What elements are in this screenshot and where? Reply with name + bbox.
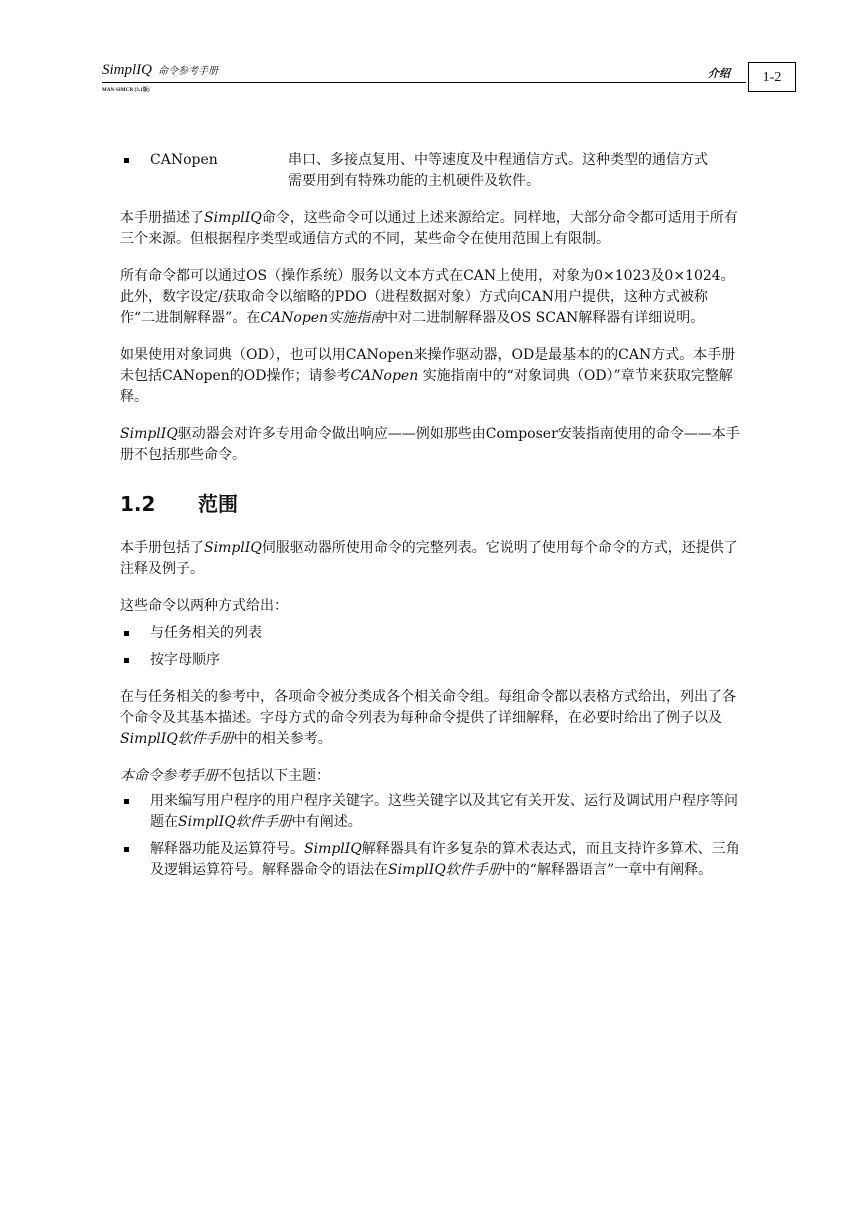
header-product: SimplIQ — [102, 62, 152, 78]
bullet-mark — [124, 631, 129, 636]
ex2-c: 解释器具有许多复杂的算术表达式，而且支持许多算术、三角及逻辑运算符号。解释器命令的语法在 — [150, 841, 740, 878]
section-heading — [120, 494, 740, 522]
p5-c: 伺服驱动器所使用命令的完整列表。它说明了使用每个命令的方式，还提供了注释及例子。 — [120, 540, 738, 577]
paragraph-3 — [120, 345, 740, 408]
canopen-term: CANopen — [150, 152, 218, 168]
list-item-text: 与任务相关的列表 — [150, 625, 262, 641]
p5-b: SimplIQ — [204, 540, 262, 556]
paragraph-1 — [120, 208, 740, 250]
list-item — [120, 791, 740, 833]
p2-b: CANopen实施指南 — [260, 310, 385, 326]
p7-a: 在与任务相关的参考中，各项命令被分类成各个相关命令组。每组命令都以表格方式给出，列出了各个命令及其基本描述。字母方式的命令列表为每种命令提供了详细解释，在必要时给出了例子以及 — [120, 689, 736, 726]
ex2-e: 中的“解释器语言”一章中有阐释。 — [501, 862, 713, 878]
paragraph-6: 这些命令以两种方式给出： — [120, 598, 288, 614]
paragraph-5 — [120, 538, 740, 580]
p1-a: 本手册描述了 — [120, 210, 204, 226]
p4-a: SimplIQ — [120, 426, 178, 442]
list-item — [120, 623, 740, 644]
ways-list — [120, 623, 740, 671]
list-item — [120, 839, 740, 881]
header-rule — [102, 82, 746, 83]
section-title: 范围 — [198, 492, 238, 516]
p2-a: 所有命令都可以通过OS（操作系统）服务以文本方式在CAN上使用，对象为0×1023及0×1024。此外，数字设定/获取命令以缩略的PDO（进程数据对象）方式向CAN用户提供，这种方式被称作“二进制解释器”。在 — [120, 268, 735, 326]
p1-c: 命令，这些命令可以通过上述来源给定。同样地，大部分命令都可适用于所有三个来源。但根据程序类型或通信方式的不同，某些命令在使用范围上有限制。 — [120, 210, 738, 247]
bullet-mark — [124, 658, 129, 663]
bullet-mark — [124, 158, 129, 163]
page-number: 1-2 — [748, 62, 796, 92]
p3-c: 实施指南中的“对象词典（OD）”章节来获取完整解释。 — [120, 368, 733, 405]
p8-b: 不包括以下主题： — [218, 768, 330, 784]
paragraph-7 — [120, 687, 740, 750]
canopen-description: 串口、多接点复用、中等速度及中程通信方式。这种类型的通信方式需要用到有特殊功能的主机硬件及软件。 — [288, 152, 708, 189]
p2-c: 中对二进制解释器及OS SCAN解释器有详细说明。 — [384, 310, 705, 326]
canopen-item — [120, 150, 740, 192]
list-item — [120, 650, 740, 671]
ex1-a: 用来编写用户程序的用户程序关键字。这些关键字以及其它有关开发、运行及调试用户程序等问题在 — [150, 793, 738, 830]
section-number: 1.2 — [120, 492, 156, 516]
ex1-c: 中有阐述。 — [291, 814, 362, 830]
ex2-b: SimplIQ — [304, 841, 362, 857]
p4-b: 驱动器会对许多专用命令做出响应——例如那些由Composer安装指南使用的命令——本手册不包括那些命令。 — [120, 426, 740, 463]
p3-a: 如果使用对象词典（OD），也可以用CANopen来操作驱动器，OD是最基本的的CAN方式。本手册未包括CANopen的OD操作；请参考 — [120, 347, 736, 384]
paragraph-8 — [120, 766, 740, 787]
excluded-list — [120, 791, 740, 881]
header-subtitle: 命令参考手册 — [158, 66, 218, 77]
bullet-mark — [124, 847, 129, 852]
ex1-b: SimplIQ软件手册 — [178, 814, 292, 830]
p1-b: SimplIQ — [204, 210, 262, 226]
header-doc-code: MAN-SIMCR (3.1版) — [102, 88, 150, 93]
header-title — [102, 62, 218, 79]
bullet-mark — [124, 799, 129, 804]
ex2-a: 解释器功能及运算符号。 — [150, 841, 304, 857]
p7-b: SimplIQ软件手册 — [120, 731, 234, 747]
ex2-d: SimplIQ软件手册 — [388, 862, 502, 878]
list-item-text: 按字母顺序 — [150, 652, 220, 668]
p3-b: CANopen — [350, 368, 419, 384]
paragraph-2 — [120, 266, 740, 329]
paragraph-4 — [120, 424, 740, 466]
header-section: 介绍 — [708, 68, 730, 80]
page-body — [120, 150, 740, 897]
page-header — [102, 62, 796, 98]
p7-c: 中的相关参考。 — [233, 731, 332, 747]
p5-a: 本手册包括了 — [120, 540, 204, 556]
p8-a: 本命令参考手册 — [120, 768, 218, 784]
